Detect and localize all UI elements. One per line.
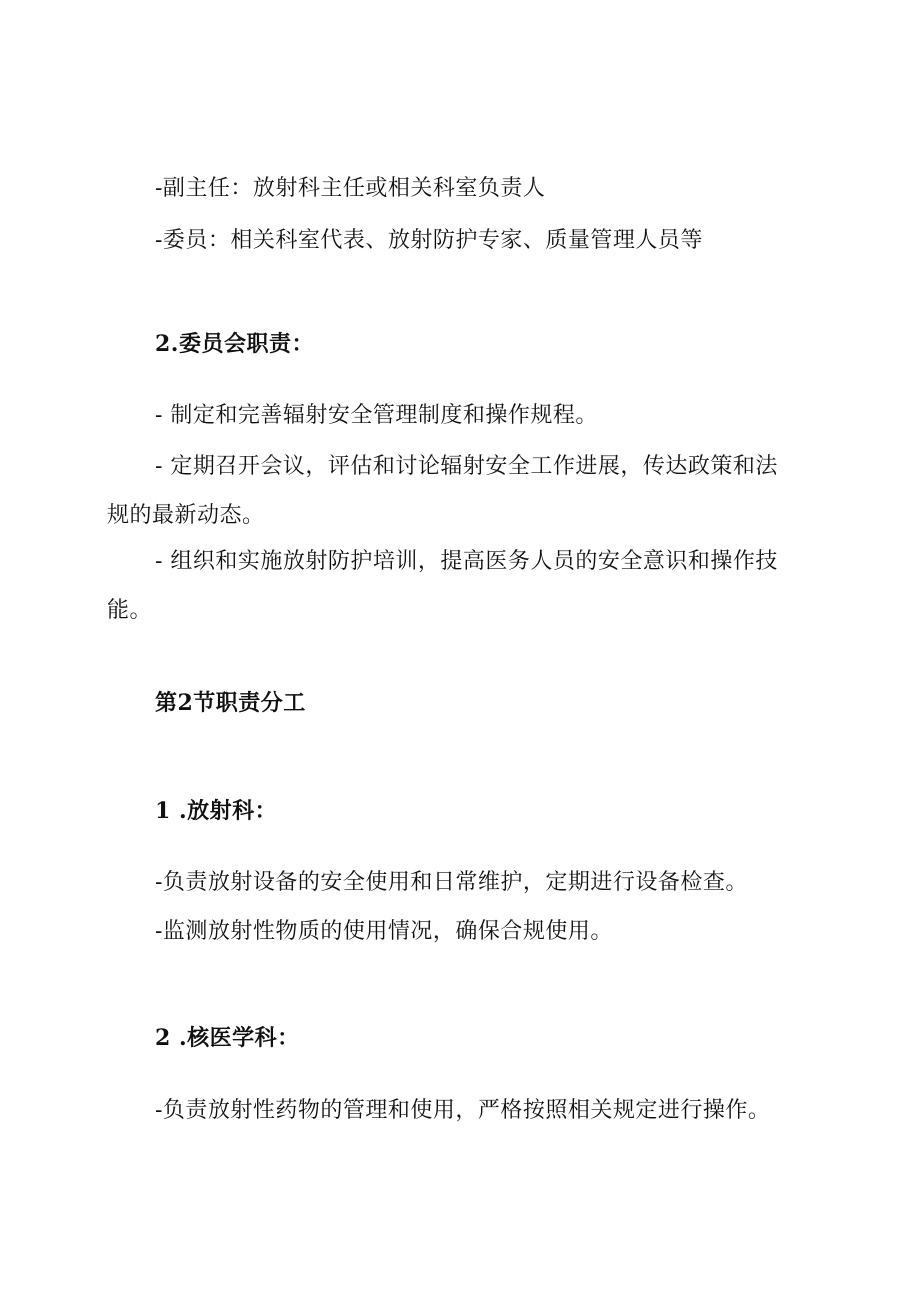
list-item-duty-2-continued: 规的最新动态。 xyxy=(107,503,265,528)
list-item-radiology-2: -监测放射性物质的使用情况，确保合规使用。 xyxy=(155,919,613,944)
paragraph-members: -委员：相关科室代表、放射防护专家、质量管理人员等 xyxy=(155,228,703,253)
heading-committee-duties: 2.委员会职责： xyxy=(155,331,314,357)
list-item-nuclear-1: -负责放射性药物的管理和使用，严格按照相关规定进行操作。 xyxy=(155,1098,771,1123)
paragraph-vice-director: -副主任：放射科主任或相关科室负责人 xyxy=(155,176,546,201)
list-item-duty-1: - 制定和完善辐射安全管理制度和操作规程。 xyxy=(155,403,598,428)
list-item-radiology-1: -负责放射设备的安全使用和日常维护，定期进行设备检查。 xyxy=(155,870,748,895)
section-heading: 第2节职责分工 xyxy=(155,690,306,716)
list-item-duty-3: - 组织和实施放射防护培训，提高医务人员的安全意识和操作技 xyxy=(155,549,778,574)
subheading-radiology: 1 .放射科： xyxy=(155,798,278,824)
list-item-duty-2: - 定期召开会议，评估和讨论辐射安全工作进展，传达政策和法 xyxy=(155,454,778,479)
list-item-duty-3-continued: 能。 xyxy=(107,598,153,623)
subheading-nuclear-medicine: 2 .核医学科： xyxy=(155,1025,300,1051)
